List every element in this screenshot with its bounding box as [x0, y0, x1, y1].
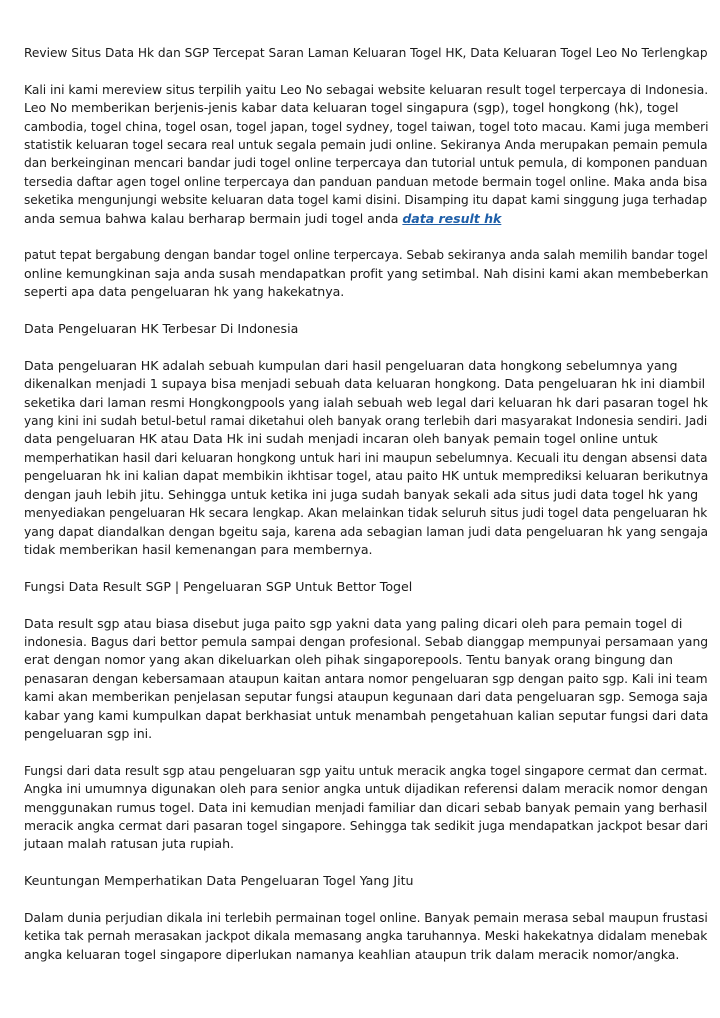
text-line: meracik angka cermat dari pasaran togel singapore. Sehingga tak sedikit juga mendapatkan jackpot besar dari [24, 818, 709, 833]
section-heading-sgp: Fungsi Data Result SGP | Pengeluaran SGP Untuk Bettor Togel [24, 578, 413, 594]
text-line: jutaan malah ratusan juta rupiah. [24, 836, 234, 852]
text-line: dan berkeinginan mencari bandar judi togel online terpercaya dan tutorial untuk pemula, di komponen panduan [24, 156, 708, 171]
text-line: Angka ini umumnya digunakan oleh para senior angka untuk dijadikan referensi dalam meracik nomor dengan [24, 781, 708, 797]
text-line-with-link [24, 210, 700, 228]
text-line: online kemungkinan saja anda susah mendapatkan profit yang setimbal. Nah disini kami akan membeberkan [24, 265, 709, 281]
text-line: data pengeluaran HK atau Data Hk ini sudah menjadi incaran oleh banyak pemain togel online untuk [24, 431, 658, 447]
text-line: yang dapat diandalkan dengan bgeitu saja, karena ada sebagian laman judi data pengeluaran hk yang sengaja [24, 524, 709, 539]
text-line: cambodia, togel china, togel osan, togel japan, togel sydney, togel taiwan, togel toto macau. Kami juga memberi [24, 119, 709, 134]
text-line: pengeluaran sgp ini. [24, 725, 153, 741]
paragraph-fungsi [24, 762, 709, 854]
text-line: kami akan memberikan penjelasan seputar fungsi ataupun kegunaan dari data pengeluaran sgp. Semoga saja [24, 689, 708, 705]
section-heading-keuntungan: Keuntungan Memperhatikan Data Pengeluaran Togel Yang Jitu [24, 873, 414, 889]
paragraph-sgp [24, 615, 709, 744]
text-line: tersedia daftar agen togel online terpercaya dan panduan panduan metode bermain togel online. Maka anda bisa [24, 174, 708, 189]
section-heading-hk: Data Pengeluaran HK Terbesar Di Indonesia [24, 321, 299, 337]
text-line: seperti apa data pengeluaran hk yang hakekatnya. [24, 284, 345, 300]
text-line: angka keluaran togel singapore diperlukan namanya keahlian ataupun trik dalam meracik nomor/angka. [24, 946, 680, 962]
text-line: kabar yang kami kumpulkan dapat berkhasiat untuk menambah pengetahuan kalian seputar fungsi dari data [24, 707, 709, 723]
text-line: penasaran dengan kebersamaan ataupun kaitan antara nomor pengeluaran sgp dengan paito sgp. Kali ini team [24, 671, 708, 686]
text-fragment: anda semua bahwa kalau berharap bermain judi togel anda [24, 210, 403, 226]
text-line: tidak memberikan hasil kemenangan para membernya. [24, 541, 373, 557]
text-line: Kali ini kami mereview situs terpilih yaitu Leo No sebagai website keluaran result togel terpercaya di Indonesia. [24, 82, 709, 97]
text-line: Fungsi dari data result sgp atau pengeluaran sgp yaitu untuk meracik angka togel singapore cermat dan cermat. [24, 763, 708, 778]
text-line: memperhatikan hasil dari keluaran hongkong untuk hari ini maupun sebelumnya. Kecuali itu dengan absensi data [24, 450, 708, 465]
text-line: menggunakan rumus togel. Data ini kemudian menjadi familiar dan dicari sebab banyak pemain yang berhasil [24, 799, 708, 815]
document-title: Review Situs Data Hk dan SGP Tercepat Saran Laman Keluaran Togel HK, Data Keluaran Togel Leo No Terlengkap [24, 46, 708, 60]
text-line: seketika mengunjungi website keluaran data togel kami disini. Disamping itu dapat kami singgung juga terhadap [24, 193, 708, 208]
text-line: Data result sgp atau biasa disebut juga paito sgp yakni data yang paling dicari oleh para pemain togel di [24, 615, 683, 631]
text-line: dikenalkan menjadi 1 supaya bisa menjadi sebuah data keluaran hongkong. Data pengeluaran hk ini diambil [24, 376, 706, 392]
text-line: yang kini ini sudah betul-betul ramai diketahui oleh banyak orang terlebih dari masyarakat Indonesia sendiri. Jadi [24, 414, 708, 429]
text-line: Dalam dunia perjudian dikala ini terlebih permainan togel online. Banyak pemain merasa sebal maupun frustasi [24, 910, 708, 925]
text-line: erat dengan nomor yang akan dikeluarkan oleh pihak singaporepools. Tentu banyak orang bingung dan [24, 652, 673, 668]
data-result-hk-link[interactable]: data result hk [402, 210, 502, 226]
text-line: Data pengeluaran HK adalah sebuah kumpulan dari hasil pengeluaran data hongkong sebelumnya yang [24, 357, 678, 373]
text-line: Leo No memberikan berjenis-jenis kabar data keluaran togel singapura (sgp), togel hongkong (hk), togel [24, 100, 679, 116]
text-line: dengan jauh lebih jitu. Sehingga untuk ketika ini juga sudah banyak sekali ada situs judi data togel hk yang [24, 486, 699, 502]
text-line: patut tepat bergabung dengan bandar togel online terpercaya. Sebab sekiranya anda salah memilih bandar togel [24, 248, 708, 263]
paragraph-intro [24, 81, 709, 228]
text-line: statistik keluaran togel secara real untuk segala pemain judi online. Sekiranya Anda merupakan pemain pemula [24, 138, 708, 153]
text-line: menyediakan pengeluaran Hk secara lengkap. Akan melainkan tidak seluruh situs judi togel data pengeluaran hk [24, 506, 708, 521]
text-line: indonesia. Bagus dari bettor pemula sampai dengan profesional. Sebab dianggap mempunyai persamaan yang [24, 634, 708, 649]
paragraph-hk [24, 357, 709, 559]
paragraph-keuntungan [24, 909, 708, 964]
text-line: pengeluaran hk ini kalian dapat membikin ikhtisar togel, atau paito HK untuk memprediksi keluaran berikutnya [24, 469, 709, 484]
text-line: seketika dari laman resmi Hongkongpools yang ialah sebuah web legal dari keluaran hk dari pasaran togel hk [24, 394, 708, 410]
text-line: ketika tak pernah merasakan jackpot dikala memasang angka taruhannya. Meski hakekatnya didalam menebak [24, 929, 708, 944]
paragraph-bandar [24, 246, 709, 301]
